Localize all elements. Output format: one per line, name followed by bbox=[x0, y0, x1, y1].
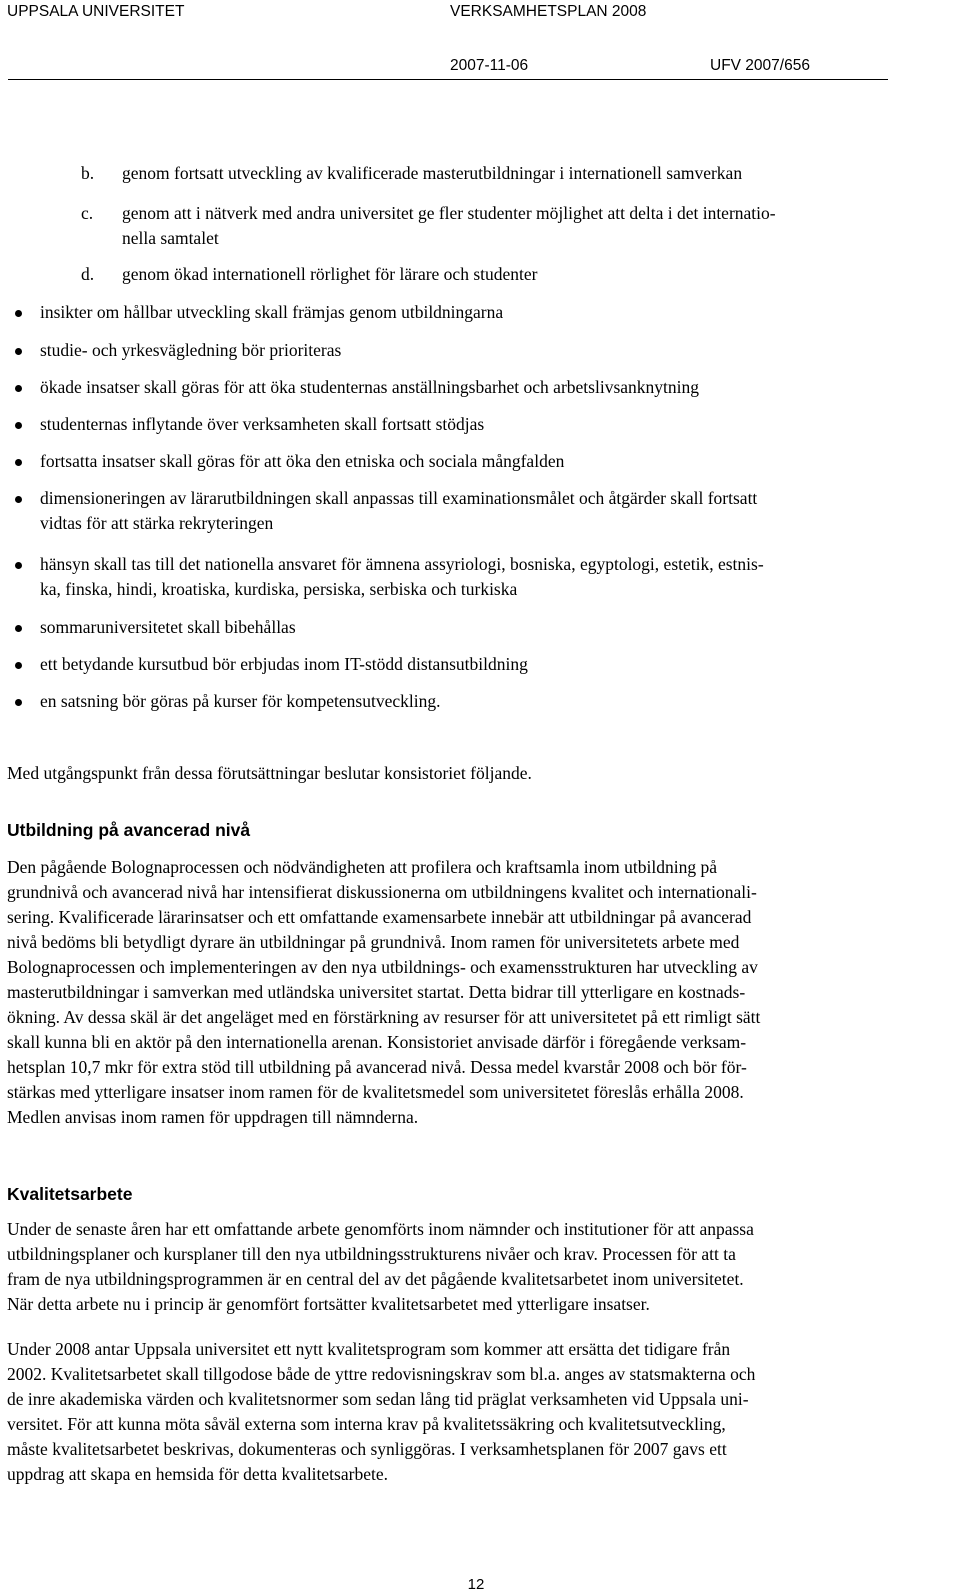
bullet-icon bbox=[15, 422, 22, 429]
paragraph-line: versitet. För att kunna möta såväl externa som interna krav på kvalitetssäkring och kvalitetsutveckling, bbox=[7, 1414, 726, 1434]
list-item-text: hänsyn skall tas till det nationella ansvaret för ämnena assyriologi, bosniska, egyptologi, estetik, estnis- bbox=[40, 554, 764, 574]
paragraph-line: Medlen anvisas inom ramen för uppdragen till nämnderna. bbox=[7, 1107, 419, 1127]
list-item-text: en satsning bör göras på kurser för kompetensutveckling. bbox=[40, 691, 441, 711]
section-heading-advanced-education: Utbildning på avancerad nivå bbox=[7, 820, 251, 840]
bullet-icon bbox=[15, 459, 22, 466]
bullet-icon bbox=[15, 348, 22, 355]
list-item-text: dimensioneringen av lärarutbildningen skall anpassas till examinationsmålet och åtgärder skall fortsatt bbox=[40, 488, 758, 508]
paragraph-line: Under de senaste åren har ett omfattande arbete genomförts inom nämnder och institutioner för att anpassa bbox=[7, 1219, 754, 1239]
paragraph-line: stärkas med ytterligare insatser inom ramen för de kvalitetsmedel som universitetet föreslås erhålla 2008. bbox=[7, 1082, 744, 1102]
paragraph-line: sering. Kvalificerade lärarinsatser och ett omfattande examensarbete innebär att utbildningar på avancerad bbox=[7, 907, 752, 927]
paragraph-line: masterutbildningar i samverkan med utländska universitet startat. Detta bidrar till ytterligare en kostnads- bbox=[7, 982, 746, 1002]
bullet-icon bbox=[15, 496, 22, 503]
paragraph-quality-work-1 bbox=[7, 1217, 942, 1317]
header-reference: UFV 2007/656 bbox=[710, 57, 810, 74]
header-date: 2007-11-06 bbox=[450, 57, 529, 74]
paragraph-line: Bolognaprocessen och implementeringen av den nya utbildnings- och examensstrukturen har utveckling av bbox=[7, 957, 758, 977]
list-marker: c. bbox=[81, 203, 94, 223]
bullet-icon bbox=[15, 385, 22, 392]
paragraph-line: uppdrag att skapa en hemsida för detta kvalitetsarbete. bbox=[7, 1464, 388, 1484]
header-document-title: VERKSAMHETSPLAN 2008 bbox=[450, 3, 647, 20]
list-item-text: genom fortsatt utveckling av kvalificerade masterutbildningar i internationell samverkan bbox=[122, 163, 743, 183]
paragraph-line: När detta arbete nu i princip är genomfört fortsätter kvalitetsarbetet med ytterligare insatser. bbox=[7, 1294, 650, 1314]
header-institution: UPPSALA UNIVERSITET bbox=[7, 3, 185, 20]
conclusion-paragraph: Med utgångspunkt från dessa förutsättningar beslutar konsistoriet följande. bbox=[7, 763, 532, 783]
list-item-text: ett betydande kursutbud bör erbjudas inom IT-stödd distansutbildning bbox=[40, 654, 528, 674]
list-item-text: genom att i nätverk med andra universitet ge fler studenter möjlighet att delta i det internatio- bbox=[122, 203, 776, 223]
list-item-text: genom ökad internationell rörlighet för lärare och studenter bbox=[122, 264, 538, 284]
header-divider bbox=[8, 79, 888, 80]
bullet-icon bbox=[15, 699, 22, 706]
paragraph-line: Under 2008 antar Uppsala universitet ett nytt kvalitetsprogram som kommer att ersätta det tidigare från bbox=[7, 1339, 731, 1359]
paragraph-line: nivå bedöms bli betydligt dyrare än utbildningar på grundnivå. Inom ramen för universitetets arbete med bbox=[7, 932, 740, 952]
section-heading-quality-work: Kvalitetsarbete bbox=[7, 1184, 133, 1204]
paragraph-line: hetsplan 10,7 mkr för extra stöd till utbildning på avancerad nivå. Dessa medel kvarstår 2008 och bör för- bbox=[7, 1057, 747, 1077]
paragraph-advanced-education bbox=[7, 855, 942, 1130]
list-item-text: sommaruniversitetet skall bibehållas bbox=[40, 617, 296, 637]
paragraph-line: skall kunna bli en aktör på den internationella arenan. Konsistoriet anvisade därför i föregående verksam- bbox=[7, 1032, 747, 1052]
list-item-text: insikter om hållbar utveckling skall främjas genom utbildningarna bbox=[40, 302, 504, 322]
list-marker: d. bbox=[81, 264, 95, 284]
bullet-icon bbox=[15, 662, 22, 669]
paragraph-line: måste kvalitetsarbetet beskrivas, dokumenteras och synliggöras. I verksamhetsplanen för 2007 gavs ett bbox=[7, 1439, 727, 1459]
list-item-text: studenternas inflytande över verksamheten skall fortsatt stödjas bbox=[40, 414, 485, 434]
paragraph-line: utbildningsplaner och kursplaner till den nya utbildningsstrukturens nivåer och krav. Processen för att ta bbox=[7, 1244, 736, 1264]
paragraph-line: de inre akademiska värden och kvalitetsnormer som sedan lång tid präglat verksamheten vid Uppsala uni- bbox=[7, 1389, 749, 1409]
list-item-text: ka, finska, hindi, kroatiska, kurdiska, persiska, serbiska och turkiska bbox=[40, 579, 518, 599]
bullet-icon bbox=[15, 625, 22, 632]
bullet-icon bbox=[15, 562, 22, 569]
paragraph-line: Den pågående Bolognaprocessen och nödvändigheten att profilera och kraftsamla inom utbildning på bbox=[7, 857, 717, 877]
paragraph-line: fram de nya utbildningsprogrammen är en central del av det pågående kvalitetsarbetet inom universitetet. bbox=[7, 1269, 744, 1289]
list-item-text: nella samtalet bbox=[122, 228, 219, 248]
paragraph-quality-work-2 bbox=[7, 1337, 942, 1487]
list-marker: b. bbox=[81, 163, 95, 183]
list-item-text: fortsatta insatser skall göras för att öka den etniska och sociala mångfalden bbox=[40, 451, 565, 471]
paragraph-line: 2002. Kvalitetsarbetet skall tillgodose både de yttre redovisningskrav som bl.a. anges av statsmakterna och bbox=[7, 1364, 756, 1384]
paragraph-line: ökning. Av dessa skäl är det angeläget med en förstärkning av resurser för att universitetet på ett rimligt sätt bbox=[7, 1007, 761, 1027]
list-item-text: ökade insatser skall göras för att öka studenternas anställningsbarhet och arbetslivsanknytning bbox=[40, 377, 699, 397]
paragraph-line: grundnivå och avancerad nivå har intensifierat diskussionerna om utbildningens kvalitet och internationali- bbox=[7, 882, 757, 902]
list-item-text: studie- och yrkesvägledning bör prioriteras bbox=[40, 340, 342, 360]
page-number: 12 bbox=[467, 1576, 485, 1593]
list-item-text: vidtas för att stärka rekryteringen bbox=[40, 513, 274, 533]
bullet-icon bbox=[15, 310, 22, 317]
